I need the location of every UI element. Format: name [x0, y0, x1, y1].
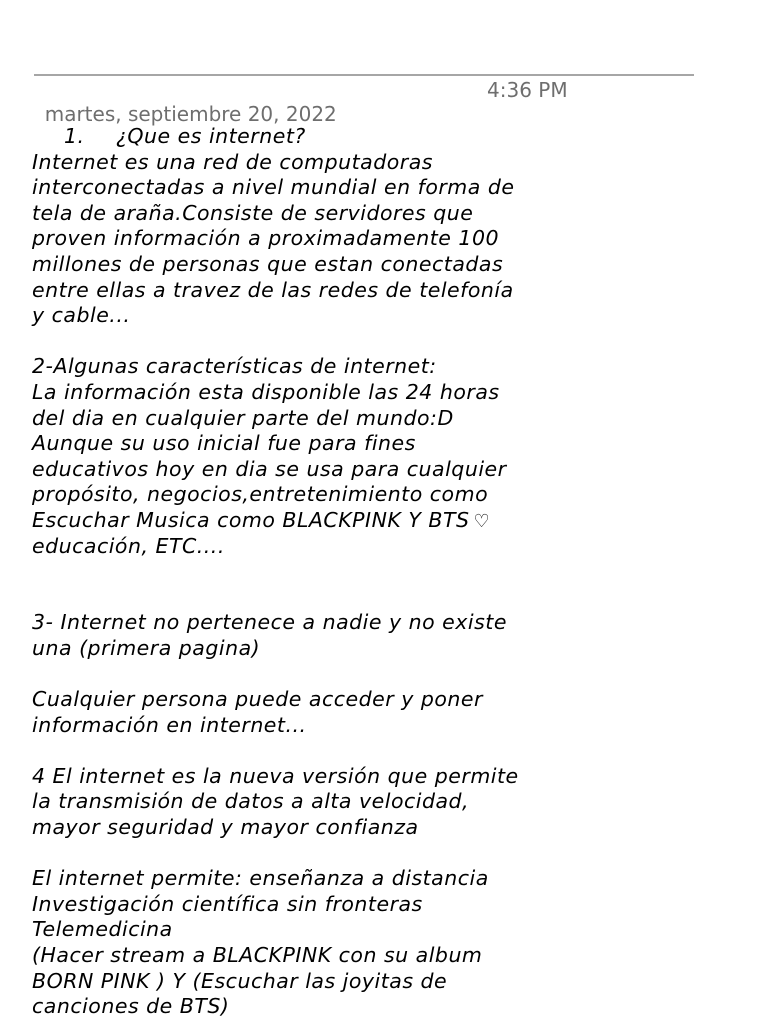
paragraph-line: y cable... — [32, 303, 131, 328]
paragraph-line: Internet es una red de computadoras — [32, 149, 433, 174]
paragraph-line: BORN PINK ) Y (Escuchar las joyitas de — [32, 968, 448, 993]
paragraph-line: canciones de BTS) — [32, 994, 230, 1019]
paragraph-line: La información esta disponible las 24 horas — [32, 379, 500, 404]
note-date: martes, septiembre 20, 2022 — [44, 102, 337, 126]
paragraph-line: 2-Algunas características de internet: — [32, 354, 437, 379]
paragraph-line: educativos hoy en dia se usa para cualquier — [32, 456, 507, 481]
paragraph-line: millones de personas que estan conectadas — [32, 251, 504, 276]
paragraph-line: Cualquier persona puede acceder y poner — [32, 687, 483, 712]
list-number: 1. — [64, 124, 85, 148]
header-divider — [34, 74, 694, 76]
question-text: ¿Que es internet? — [116, 124, 306, 148]
paragraph-line: interconectadas a nivel mundial en forma de — [32, 175, 515, 200]
paragraph-line: proven información a proximadamente 100 — [32, 226, 500, 251]
paragraph-line: del dia en cualquier parte del mundo:D — [32, 405, 454, 430]
paragraph-line-with-heart — [32, 508, 752, 534]
paragraph-line: Investigación científica sin fronteras — [32, 891, 423, 916]
paragraph-line: 3- Internet no pertenece a nadie y no existe — [32, 610, 507, 635]
paragraph-line: Aunque su uso inicial fue para fines — [32, 431, 416, 456]
paragraph-line: información en internet... — [32, 712, 307, 737]
paragraph-line: entre ellas a travez de las redes de telefonía — [32, 277, 514, 302]
question-heading — [32, 124, 752, 150]
paragraph-line: tela de araña.Consiste de servidores que — [32, 200, 474, 225]
paragraph-line: 4 El internet es la nueva versión que permite — [32, 763, 519, 788]
paragraph-text: Escuchar Musica como BLACKPINK Y BTS — [32, 507, 470, 532]
note-body — [32, 124, 752, 1020]
paragraph-line: una (primera pagina) — [32, 635, 261, 660]
paragraph-line: la transmisión de datos a alta velocidad, — [32, 789, 470, 814]
note-time: 4:36 PM — [487, 78, 568, 102]
paragraph-line: propósito, negocios,entretenimiento como — [32, 482, 489, 507]
paragraph-line: El internet permite: enseñanza a distancia — [32, 866, 489, 891]
paragraph-line: (Hacer stream a BLACKPINK con su album — [32, 943, 483, 967]
paragraph-line: mayor seguridad y mayor confianza — [32, 815, 419, 840]
paragraph-line: Telemedicina — [32, 917, 173, 942]
paragraph-line: educación, ETC.... — [32, 533, 225, 558]
heart-icon: ♡ — [473, 510, 491, 532]
